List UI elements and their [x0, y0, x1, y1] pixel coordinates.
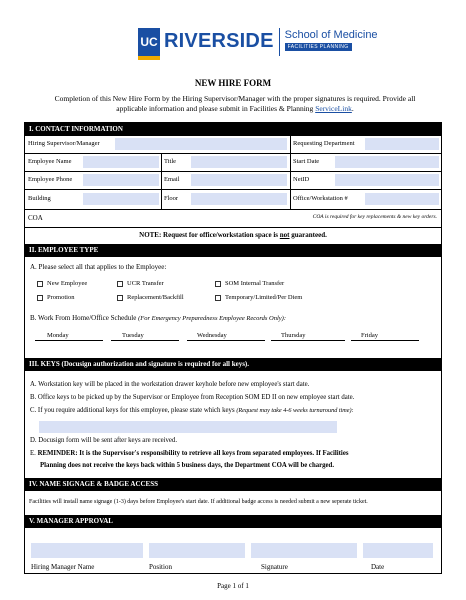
netid-label: NetID	[293, 176, 310, 183]
building-field[interactable]	[83, 193, 159, 205]
wednesday-line[interactable]	[187, 340, 265, 341]
keys-item-c-note: (Request may take 4-6 weeks turnaround time):	[236, 407, 354, 414]
checkbox[interactable]	[37, 281, 43, 287]
checkbox[interactable]	[215, 295, 221, 301]
tuesday-line[interactable]	[111, 340, 179, 341]
school-subtitle: FACILITIES PLANNING	[285, 43, 352, 51]
requesting-department-label: Requesting Department	[293, 140, 355, 147]
additional-keys-field[interactable]	[39, 421, 337, 433]
logo-divider	[279, 28, 280, 56]
day-thursday: Thursday	[281, 332, 306, 339]
keys-item-e: E. REMINDER: It is the Supervisor's responsibility to retrieve all keys from separated employees. If Facilities	[30, 450, 349, 457]
column-divider	[290, 136, 291, 209]
workspace-note-pre: NOTE: Request for office/workstation space is	[139, 231, 280, 239]
row-divider	[25, 209, 441, 210]
monday-line[interactable]	[35, 340, 103, 341]
employee-phone-field[interactable]	[83, 174, 159, 186]
option-ucr-transfer[interactable]: UCR Transfer	[117, 280, 164, 287]
hiring-supervisor-label: Hiring Supervisor/Manager	[28, 140, 100, 147]
netid-field[interactable]	[335, 174, 439, 186]
schedule-prompt: B. Work From Home/Office Schedule (For Emergency Preparedness Employee Records Only):	[30, 314, 287, 322]
email-label: Email	[164, 176, 180, 183]
position-label: Position	[149, 563, 172, 571]
building-label: Building	[28, 195, 51, 202]
form-title: NEW HIRE FORM	[194, 78, 272, 88]
hiring-manager-name-field[interactable]	[31, 543, 143, 558]
option-promotion[interactable]: Promotion	[37, 294, 74, 301]
intro-text	[40, 94, 430, 114]
section-approval-header: V. MANAGER APPROVAL	[25, 515, 441, 528]
new-hire-form	[24, 122, 442, 574]
section-employee-type-header: II. EMPLOYEE TYPE	[25, 244, 441, 257]
row-divider	[25, 153, 441, 154]
start-date-label: Start Date	[293, 158, 320, 165]
row-divider	[25, 171, 441, 172]
row-divider	[25, 227, 441, 228]
day-friday: Friday	[361, 332, 378, 339]
section-keys-header: III. KEYS (Docusign authorization and signature is required for all keys).	[25, 358, 441, 371]
coa-label: COA	[28, 214, 43, 222]
school-name: School of Medicine	[284, 29, 378, 41]
option-new-employee[interactable]: New Employee	[37, 280, 87, 287]
option-replacement-backfill[interactable]: Replacement/Backfill	[117, 294, 184, 301]
intro-body: Completion of this New Hire Form by the Hiring Supervisor/Manager with the proper signatures is required. Provide all applicable information and please submit in Facilities & Planning	[54, 94, 416, 113]
section-badge-header: IV. NAME SIGNAGE & BADGE ACCESS	[25, 478, 441, 491]
intro-end: .	[351, 104, 354, 113]
servicelink-link[interactable]: ServiceLink	[315, 104, 352, 113]
employee-name-field[interactable]	[83, 156, 159, 168]
floor-label: Floor	[164, 195, 179, 202]
workspace-note-post: guaranteed.	[289, 231, 327, 239]
floor-field[interactable]	[191, 193, 287, 205]
page-footer: Page 1 of 1	[217, 582, 249, 590]
checkbox[interactable]	[215, 281, 221, 287]
office-workstation-label: Office/Workstation #	[293, 195, 348, 202]
row-divider	[25, 189, 441, 190]
position-field[interactable]	[149, 543, 245, 558]
title-field[interactable]	[191, 156, 287, 168]
employee-phone-label: Employee Phone	[28, 176, 73, 183]
badge-text: Facilities will install name signage (1-3) days before Employee's start date. If additional badge access is needed submit a new seperate ticket.	[29, 499, 368, 505]
date-label: Date	[371, 563, 385, 571]
employee-type-prompt: A. Please select all that applies to the Employee:	[30, 263, 167, 271]
uc-riverside-logo	[138, 28, 378, 66]
workspace-note-not: not	[279, 231, 290, 239]
day-monday: Monday	[47, 332, 69, 339]
keys-reminder: REMINDER: It is the Supervisor's responsibility to retrieve all keys from separated employees. If Facilities	[37, 450, 349, 457]
schedule-note: (For Emergency Preparedness Employee Records Only):	[138, 315, 287, 322]
signature-field[interactable]	[251, 543, 357, 558]
checkbox[interactable]	[117, 281, 123, 287]
hiring-manager-name-label: Hiring Manager Name	[31, 563, 95, 571]
start-date-field[interactable]	[335, 156, 439, 168]
coa-note: COA is required for key replacements & new key orders.	[312, 214, 437, 220]
school-block	[285, 28, 378, 51]
section-contact-header: I. CONTACT INFORMATION	[25, 123, 441, 136]
day-tuesday: Tuesday	[122, 332, 144, 339]
uc-logo-mark: UC	[138, 28, 160, 56]
day-wednesday: Wednesday	[197, 332, 227, 339]
workspace-note	[25, 231, 441, 239]
coa-field[interactable]	[51, 212, 287, 224]
office-workstation-field[interactable]	[365, 193, 439, 205]
title-label: Title	[164, 158, 177, 165]
keys-item-c: C. If you require additional keys for this employee, please state which keys (Request may take 4-6 weeks turnaround time):	[30, 407, 354, 414]
signature-label: Signature	[261, 563, 288, 571]
column-divider	[161, 154, 162, 209]
keys-item-b: B. Office keys to be picked up by the Supervisor or Employee from Reception SOM ED II on new employee start date.	[30, 394, 355, 401]
riverside-wordmark: RIVERSIDE	[164, 30, 274, 52]
friday-line[interactable]	[351, 340, 419, 341]
option-temporary[interactable]: Temporary/Limited/Per Diem	[215, 294, 302, 301]
keys-item-d: D. Docusign form will be sent after keys are received.	[30, 437, 178, 444]
email-field[interactable]	[191, 174, 287, 186]
date-field[interactable]	[363, 543, 433, 558]
checkbox[interactable]	[117, 295, 123, 301]
thursday-line[interactable]	[271, 340, 345, 341]
checkbox[interactable]	[37, 295, 43, 301]
hiring-supervisor-field[interactable]	[115, 138, 287, 150]
requesting-department-field[interactable]	[365, 138, 439, 150]
employee-name-label: Employee Name	[28, 158, 72, 165]
keys-item-a: A. Workstation key will be placed in the workstation drawer keyhole before new employee's start date.	[30, 381, 310, 388]
option-som-internal-transfer[interactable]: SOM Internal Transfer	[215, 280, 284, 287]
keys-reminder-cont: Planning does not receive the keys back within 5 business days, the Department COA will be charged.	[40, 462, 335, 469]
